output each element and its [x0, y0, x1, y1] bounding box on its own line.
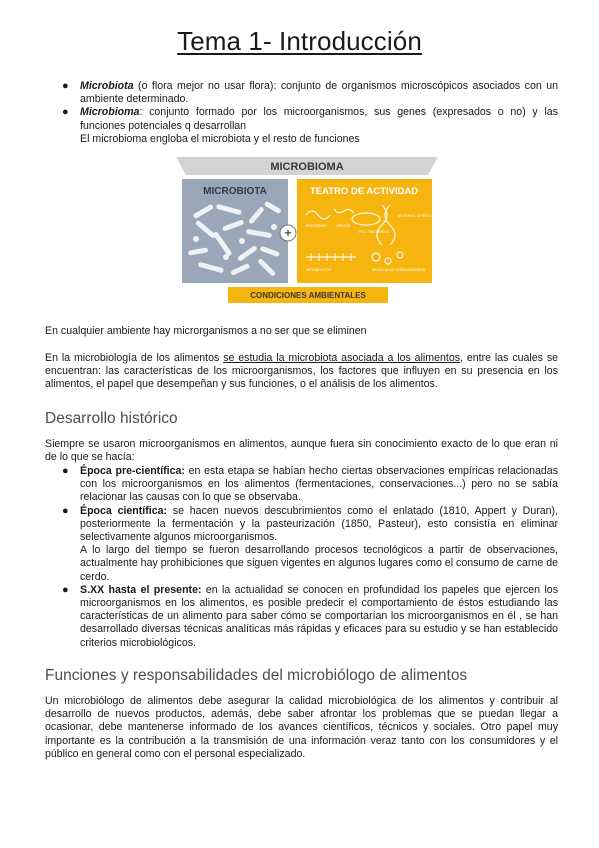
svg-text:PROTEÍNAS: PROTEÍNAS: [306, 224, 327, 228]
intro-list: [62, 80, 558, 146]
paragraph-microorganisms: En cualquier ambiente hay microrganismos a no ser que se eliminen: [45, 325, 367, 337]
svg-text:MATERIAL GENÉTICO (ADN, ARN): MATERIAL GENÉTICO (ADN, ARN): [398, 214, 456, 218]
list-item-pre-scientific: ● Época pre-científica: en esta etapa se habían hecho ciertas observaciones empíricas relacionadas con los microorganismos en los alimentos (fermentaciones, conservaciones...) pero no se sabía relacionar las causas con lo que se observaba.: [62, 465, 558, 504]
svg-text:+: +: [284, 226, 292, 240]
bullet-icon: ●: [62, 583, 69, 596]
paragraph-functions: Un microbiólogo de alimentos debe asegurar la calidad microbiológica de los alimentos y contribuir al desarrollo de nuevos productos, además, debe saber afrontar los problemas que se puedan llegar a ocasionar, debe mantenerse informado de los avances científicos, técnicos y sociales. Otro papel muy importante es la contribución a la transmisión de una información veraz tanto con los consumidores y el público en general como con el personal especializado.: [45, 695, 558, 760]
activity-label: TEATRO DE ACTIVIDAD: [309, 186, 419, 197]
term-microbioma: Microbioma: [80, 106, 140, 119]
page-title: Tema 1- Introducción: [177, 26, 422, 56]
paragraph-food-microbiology: En la microbiología de los alimentos se estudia la microbiota asociada a los alimentos, entre las cuales se encuentran: las características de los microorganismos, los factores que influyen en su presencia en los alimentos, el papel que desempeñan y sus funciones, o el análisis de los alimentos.: [45, 352, 559, 391]
bullet-icon: ●: [62, 504, 69, 517]
term-microbiota: Microbiota: [80, 80, 134, 92]
list-item-microbioma: [62, 106, 558, 146]
svg-text:MOLÉCULAS SEÑALIZADORAS: MOLÉCULAS SEÑALIZADORAS: [372, 268, 426, 272]
definition-microbioma: : conjunto formado por los microorganismos, sus genes (expresados o no) y las funciones potenciales q desarrollan: [80, 106, 558, 132]
bullet-icon: ●: [62, 106, 69, 119]
bullet-icon: ●: [62, 465, 69, 477]
definition-microbiota: (o flora mejor no usar flora): conjunto de organismos microscópicos asociados con un ambiente determinado.: [80, 80, 558, 106]
list-item-scientific: ● Época científica: se hacen nuevos descubrimientos como el enlatado (1810, Appert y Duran), posteriormente la fermentación y la pasteurización (1850, Pasteur), esto consistía en eliminar selectivamente algunos microorganismos. A lo largo del tiempo se fueron desarrollando procesos tecnológicos a partir de observaciones, actualmente hay prohibiciones que siguen vigentes en algunos lugares como el consumo de carne de cerdo.: [62, 504, 559, 583]
microbiota-label: MICROBIOTA: [203, 186, 267, 197]
svg-text:LÍPIDOS: LÍPIDOS: [336, 224, 351, 228]
microbioma-diagram: [176, 157, 456, 306]
svg-text:POLI- SACÁRIDOS: POLI- SACÁRIDOS: [358, 230, 390, 234]
svg-text:METABOLITOS: METABOLITOS: [306, 268, 332, 272]
microbioma-note: El microbioma engloba el microbiota y el resto de funciones: [80, 132, 360, 145]
list-item-present: ● S.XX hasta el presente: en la actualidad se conocen en profundidad los papeles que ejercen los microorganismos en los alimentos, es posible predecir el comportamiento de éstos estudiando las características de un alimento para saber cómo se comportarían los microorganismos en él , se han desarrollado diversas técnicas analíticas más rápidas y eficaces para su estudio y se han establecido criterios microbiológicos.: [62, 583, 558, 649]
historical-list: [62, 465, 559, 650]
footer-label: CONDICIONES AMBIENTALES: [250, 291, 366, 300]
term-scientific: Época científica:: [80, 504, 168, 517]
historical-intro: Siempre se usaron microorganismos en alimentos, aunque fuera sin conocimiento exacto de lo que eran ni de lo que se hacía:: [45, 438, 558, 464]
term-present: S.XX hasta el presente:: [80, 583, 202, 596]
section-heading-historical: Desarrollo histórico: [45, 410, 178, 427]
section-heading-functions: Funciones y responsabilidades del microbiólogo de alimentos: [45, 667, 468, 684]
underlined-phrase: se estudia la microbiota asociada a los alimentos: [223, 352, 461, 364]
bullet-icon: ●: [62, 80, 69, 92]
scientific-note: A lo largo del tiempo se fueron desarrollando procesos tecnológicos a partir de observaciones, actualmente hay prohibiciones que siguen vigentes en algunos lugares como el consumo de carne de cerdo.: [80, 544, 558, 583]
term-pre-scientific: Época pre-científica:: [80, 465, 185, 477]
diagram-header: MICROBIOMA: [270, 161, 344, 173]
list-item-microbiota: [62, 80, 558, 106]
